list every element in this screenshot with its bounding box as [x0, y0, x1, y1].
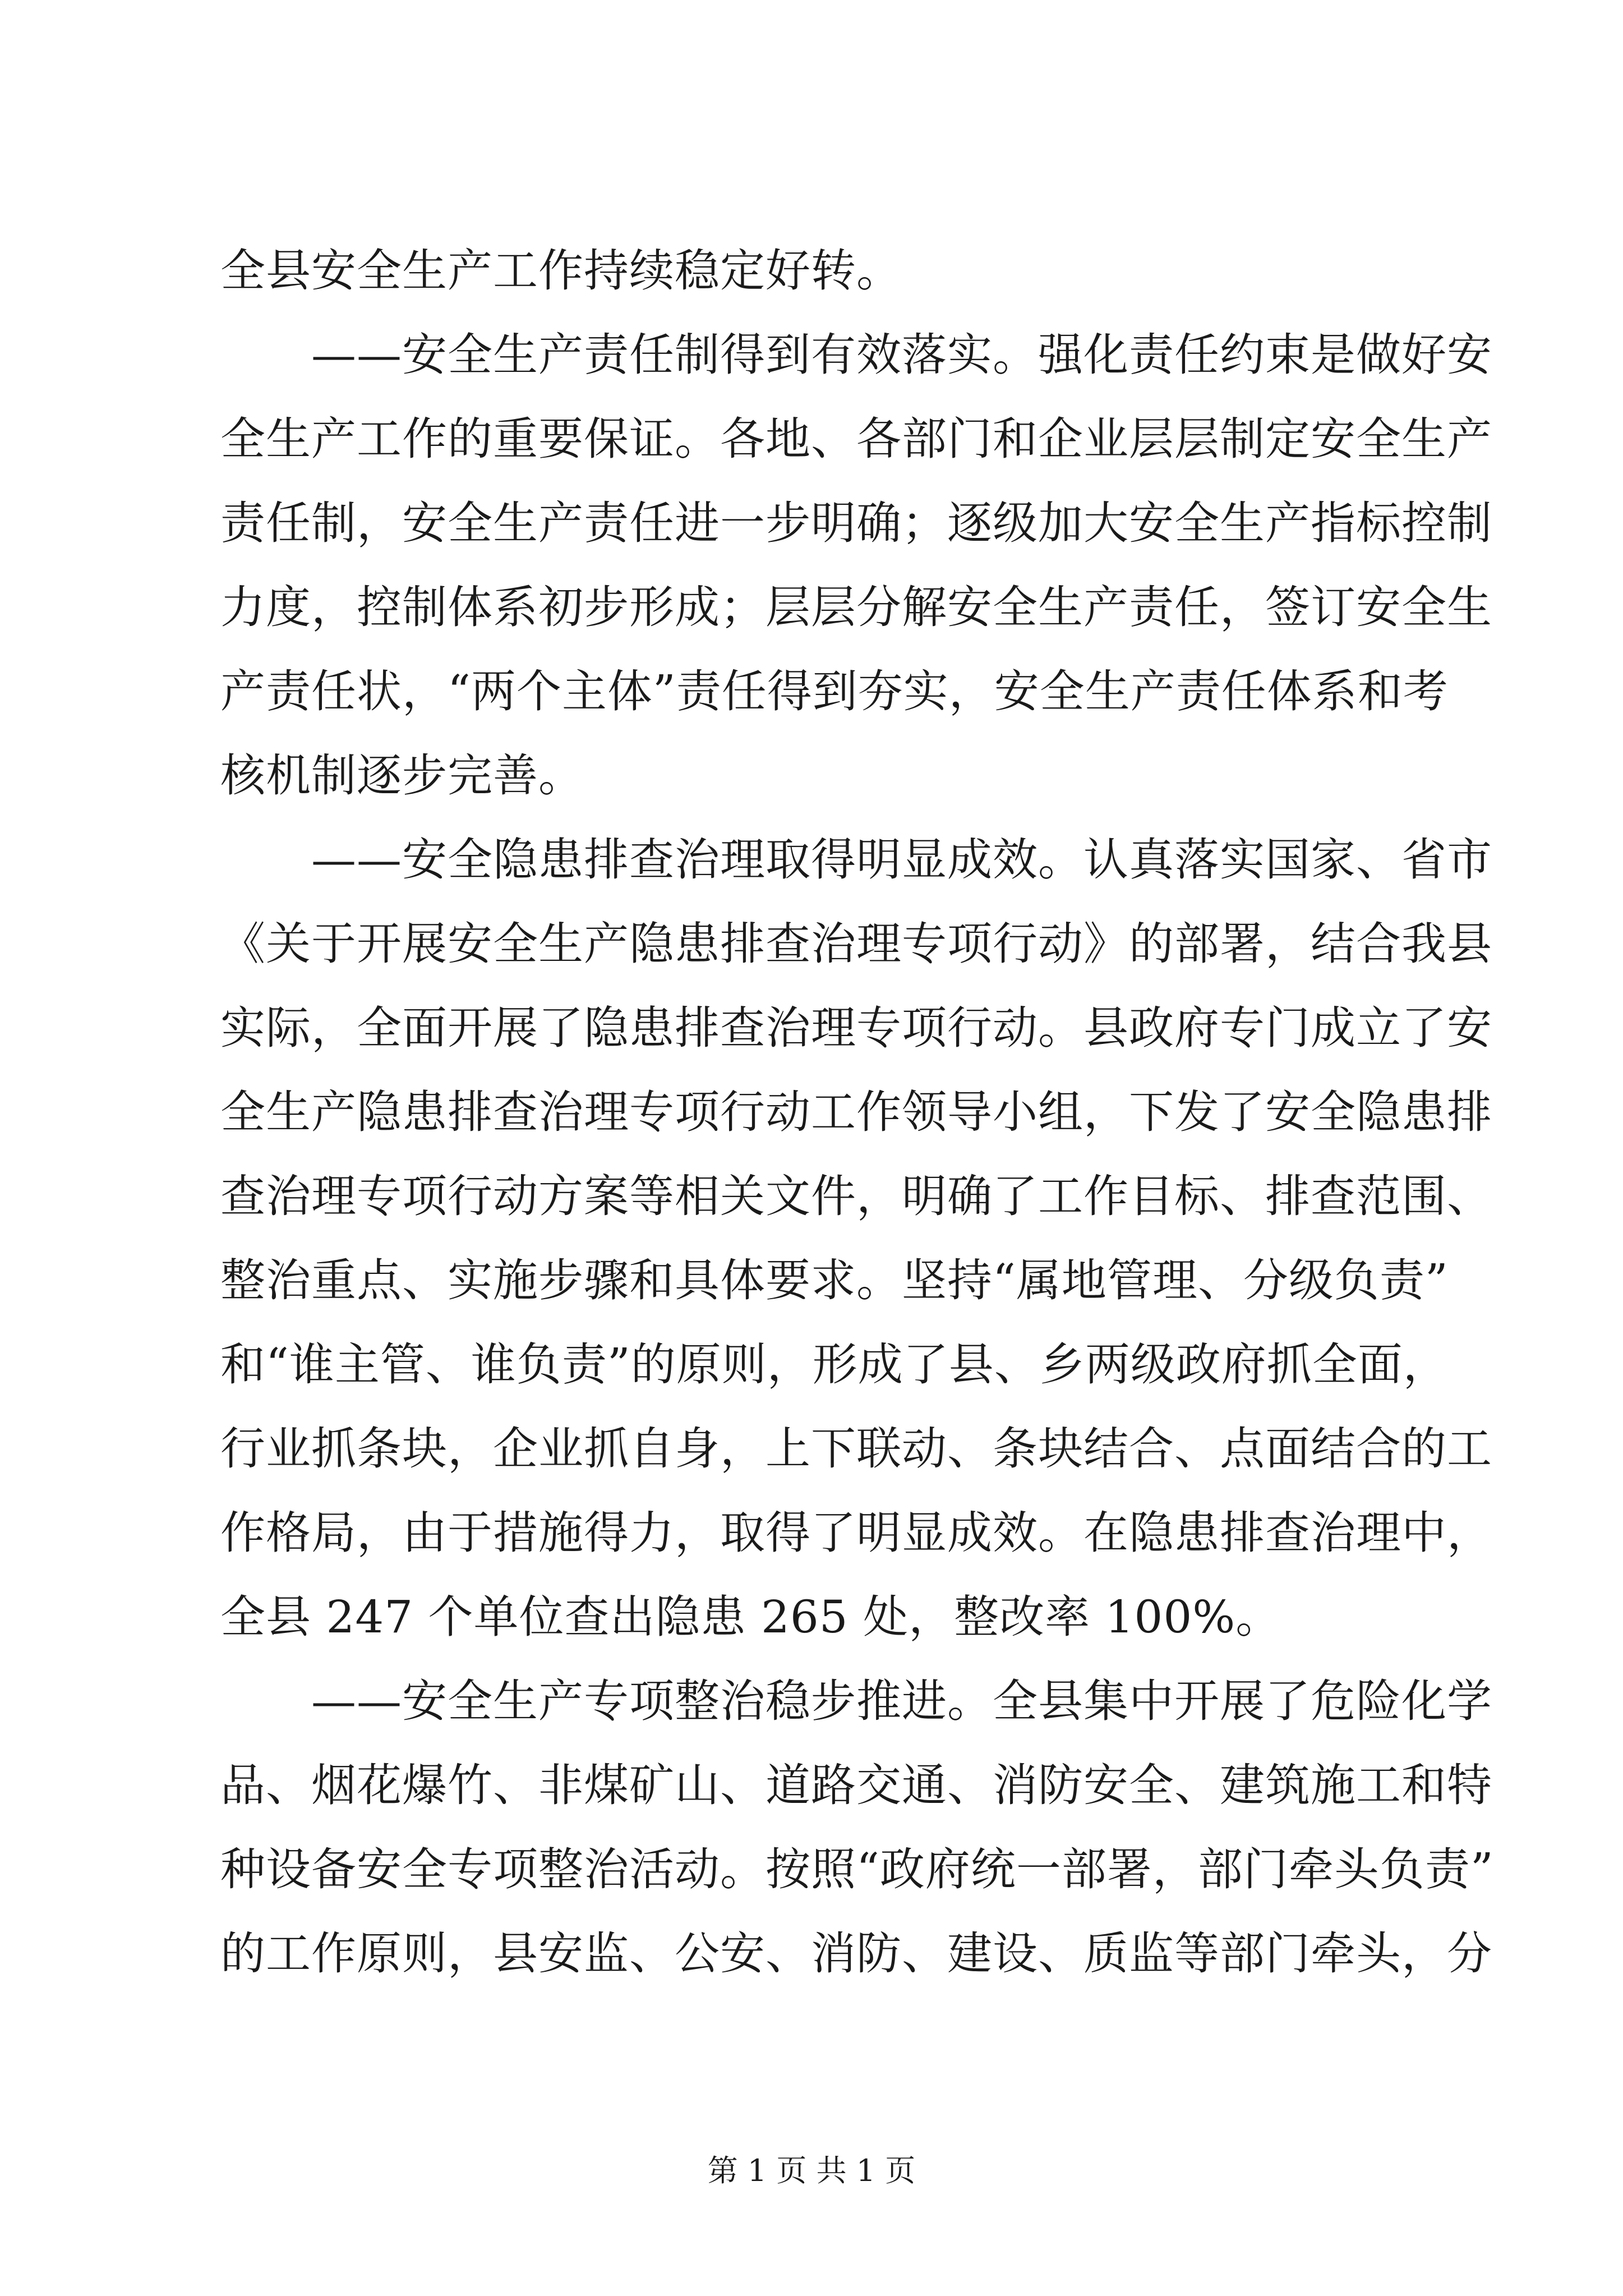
text-line: 全生产隐患排查治理专项行动工作领导小组，下发了安全隐患排 [220, 1086, 1492, 1138]
text-line: 《关于开展安全生产隐患排查治理专项行动》的部署，结合我县 [220, 918, 1492, 970]
text-line: 全县 247 个单位查出隐患 265 处，整改率 100%。 [220, 1591, 1281, 1643]
text-line: ——安全生产专项整治稳步推进。全县集中开展了危险化学 [220, 1675, 1492, 1727]
text-line: 种设备安全专项整治活动。按照“政府统一部署，部门牵头负责” [220, 1843, 1494, 1895]
document-body [220, 229, 1494, 1996]
text-line: 全县安全生产工作持续稳定好转。 [220, 245, 902, 297]
text-line: 核机制逐步完善。 [220, 749, 584, 802]
text-line: ——安全生产责任制得到有效落实。强化责任约束是做好安 [220, 329, 1492, 381]
text-line: 力度，控制体系初步形成；层层分解安全生产责任，签订安全生 [220, 581, 1492, 633]
page-number-footer: 第 1 页 共 1 页 [707, 2153, 916, 2188]
text-line: 责任制，安全生产责任进一步明确；逐级加大安全生产指标控制 [220, 497, 1492, 549]
text-line: 品、烟花爆竹、非煤矿山、道路交通、消防安全、建筑施工和特 [220, 1759, 1492, 1811]
text-line: 行业抓条块，企业抓自身，上下联动、条块结合、点面结合的工 [220, 1423, 1492, 1475]
text-line: ——安全隐患排查治理取得明显成效。认真落实国家、省市 [220, 834, 1492, 886]
text-line: 查治理专项行动方案等相关文件，明确了工作目标、排查范围、 [220, 1170, 1492, 1222]
text-line: 的工作原则，县安监、公安、消防、建设、质监等部门牵头，分 [220, 1927, 1492, 1980]
text-line: 全生产工作的重要保证。各地、各部门和企业层层制定安全生产 [220, 413, 1492, 465]
text-line: 实际，全面开展了隐患排查治理专项行动。县政府专门成立了安 [220, 1002, 1492, 1054]
text-line: 作格局，由于措施得力，取得了明显成效。在隐患排查治理中， [220, 1507, 1492, 1559]
text-line: 和“谁主管、谁负责”的原则，形成了县、乡两级政府抓全面， [220, 1338, 1449, 1391]
text-line: 产责任状，“两个主体”责任得到夯实，安全生产责任体系和考 [220, 665, 1449, 717]
text-line: 整治重点、实施步骤和具体要求。坚持“属地管理、分级负责” [220, 1254, 1449, 1306]
